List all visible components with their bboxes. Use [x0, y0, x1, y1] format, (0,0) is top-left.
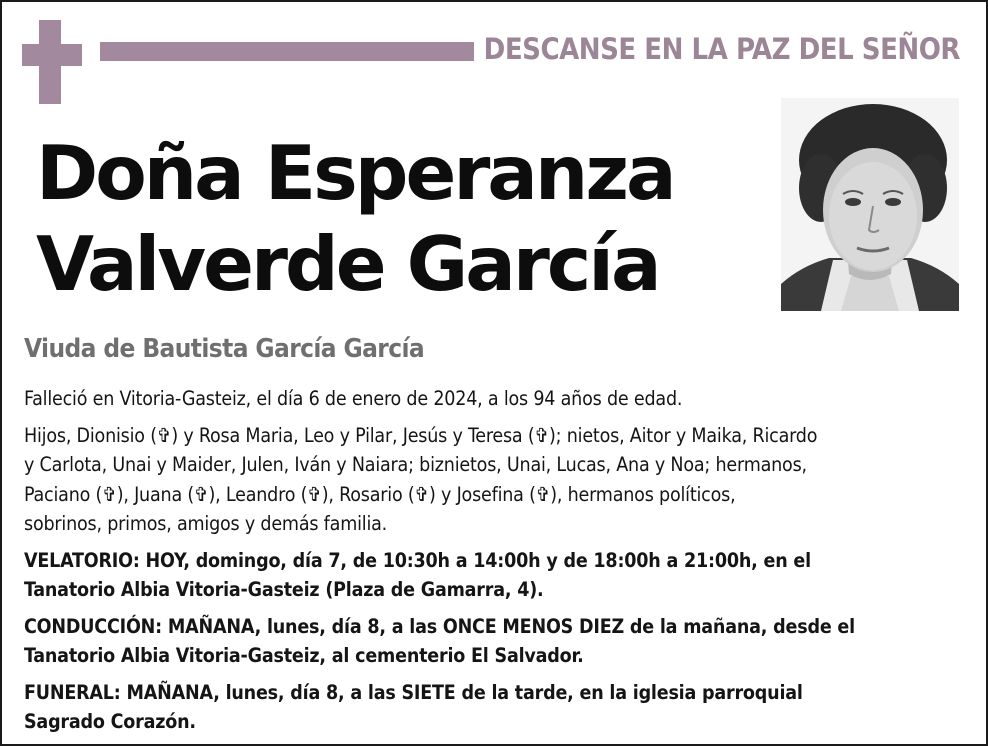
deceased-name	[36, 128, 756, 310]
family-line: Hijos, Dionisio (✞) y Rosa Maria, Leo y Pilar, Jesús y Teresa (✞); nietos, Aitor y Maika, Ricardo	[24, 423, 818, 447]
velatorio-paragraph	[24, 546, 964, 605]
family-line: Paciano (✞), Juana (✞), Leandro (✞), Rosario (✞) y Josefina (✞), hermanos políticos,	[24, 482, 736, 506]
conduccion-line: Tanatorio Albia Vitoria-Gasteiz, al cementerio El Salvador.	[24, 644, 584, 667]
name-line-1: Doña Esperanza	[36, 129, 674, 217]
family-line: sobrinos, primos, amigos y demás familia.	[24, 512, 388, 535]
funeral-line: FUNERAL: MAÑANA, lunes, día 8, a las SIETE de la tarde, en la iglesia parroquial	[24, 680, 803, 704]
family-paragraph	[24, 421, 964, 539]
header-title: DESCANSE EN LA PAZ DEL SEÑOR	[483, 32, 960, 66]
header-rule	[100, 42, 474, 61]
death-paragraph	[24, 384, 964, 414]
funeral-paragraph	[24, 678, 964, 737]
cross-icon	[22, 20, 82, 104]
subtitle: Viuda de Bautista García García	[24, 334, 425, 364]
conduccion-paragraph	[24, 612, 964, 671]
family-line: y Carlota, Unai y Maider, Julen, Iván y Naiara; biznietos, Unai, Lucas, Ana y Noa; hermanos,	[24, 453, 807, 476]
notice-body	[24, 384, 964, 744]
funeral-line: Sagrado Corazón.	[24, 710, 196, 733]
velatorio-line: Tanatorio Albia Vitoria-Gasteiz (Plaza de Gamarra, 4).	[24, 578, 544, 601]
portrait-illustration	[781, 98, 959, 311]
conduccion-line: CONDUCCIÓN: MAÑANA, lunes, día 8, a las ONCE MENOS DIEZ de la mañana, desde el	[24, 614, 855, 638]
velatorio-line: VELATORIO: HOY, domingo, día 7, de 10:30h a 14:00h y de 18:00h a 21:00h, en el	[24, 548, 811, 572]
name-line-2: Valverde García	[36, 220, 659, 308]
portrait-photo	[781, 98, 959, 311]
death-line: Falleció en Vitoria-Gasteiz, el día 6 de enero de 2024, a los 94 años de edad.	[24, 387, 683, 410]
